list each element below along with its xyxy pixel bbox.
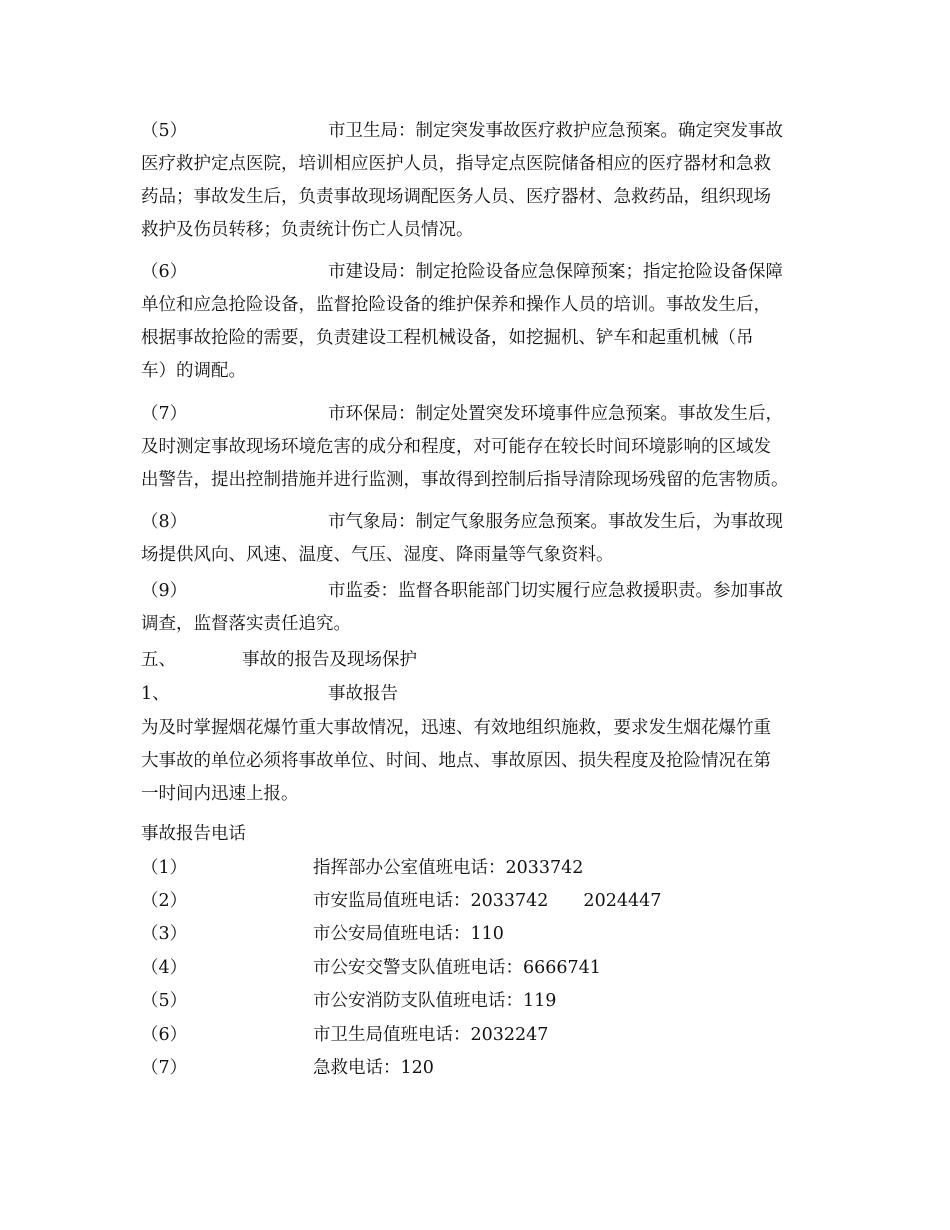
phone-number-index: （1）: [141, 858, 188, 878]
duty-text: 市监委：监督各职能部门切实履行应急救援职责。参加事故: [328, 581, 783, 601]
phone-text: 市公安消防支队值班电话：119: [313, 991, 557, 1011]
duty-number: （6）: [141, 262, 188, 282]
duty-8-line-2: 场提供风向、风速、温度、气压、湿度、降雨量等气象资料。: [141, 545, 614, 565]
phones-heading: 事故报告电话: [141, 824, 246, 844]
duty-6-line-2: 单位和应急抢险设备，监督抢险设备的维护保养和操作人员的培训。事故发生后，: [141, 295, 771, 315]
subsection-title: 事故报告: [328, 684, 398, 704]
phone-number-index: （4）: [141, 958, 188, 978]
phone-text: 市安监局值班电话：2033742 2024447: [313, 891, 662, 911]
duty-text: 市卫生局：制定突发事故医疗救护应急预案。确定突发事故: [328, 121, 783, 141]
phone-text: 市公安局值班电话：110: [313, 924, 504, 944]
duty-7-line-3: 出警告，提出控制措施并进行监测，事故得到控制后指导清除现场残留的危害物质。: [141, 470, 789, 490]
report-paragraph-line-2: 大事故的单位必须将事故单位、时间、地点、事故原因、损失程度及抢险情况在第: [141, 751, 771, 771]
duty-5-line-4: 救护及伤员转移；负责统计伤亡人员情况。: [141, 220, 474, 240]
duty-9-line-2: 调查，监督落实责任追究。: [141, 614, 351, 634]
phone-text: 急救电话：120: [313, 1058, 434, 1078]
duty-7-line-2: 及时测定事故现场环境危害的成分和程度，对可能存在较长时间环境影响的区域发: [141, 437, 771, 457]
section-number: 五、: [141, 650, 176, 670]
phone-number-index: （2）: [141, 891, 188, 911]
phone-number-index: （3）: [141, 924, 188, 944]
duty-text: 市气象局：制定气象服务应急预案。事故发生后，为事故现: [328, 512, 783, 532]
section-title: 事故的报告及现场保护: [242, 650, 417, 670]
duty-number: （9）: [141, 581, 188, 601]
phone-text: 市卫生局值班电话：2032247: [313, 1025, 549, 1045]
report-paragraph-line-1: 为及时掌握烟花爆竹重大事故情况，迅速、有效地组织施救，要求发生烟花爆竹重: [141, 718, 771, 738]
duty-number: （7）: [141, 404, 188, 424]
phone-number-index: （7）: [141, 1058, 188, 1078]
duty-5-line-3: 药品；事故发生后，负责事故现场调配医务人员、医疗器材、急救药品，组织现场: [141, 187, 771, 207]
duty-number: （8）: [141, 512, 188, 532]
duty-5-line-2: 医疗救护定点医院，培训相应医护人员，指导定点医院储备相应的医疗器材和急救: [141, 154, 771, 174]
duty-6-line-3: 根据事故抢险的需要，负责建设工程机械设备，如挖掘机、铲车和起重机械（吊: [141, 328, 754, 348]
duty-6-line-4: 车）的调配。: [141, 361, 246, 381]
phone-number-index: （5）: [141, 991, 188, 1011]
duty-text: 市建设局：制定抢险设备应急保障预案；指定抢险设备保障: [328, 262, 783, 282]
phone-text: 指挥部办公室值班电话：2033742: [313, 858, 584, 878]
subsection-number: 1、: [141, 684, 170, 704]
report-paragraph-line-3: 一时间内迅速上报。: [141, 784, 299, 804]
phone-number-index: （6）: [141, 1025, 188, 1045]
duty-number: （5）: [141, 121, 188, 141]
duty-text: 市环保局：制定处置突发环境事件应急预案。事故发生后，: [328, 404, 783, 424]
phone-text: 市公安交警支队值班电话：6666741: [313, 958, 601, 978]
